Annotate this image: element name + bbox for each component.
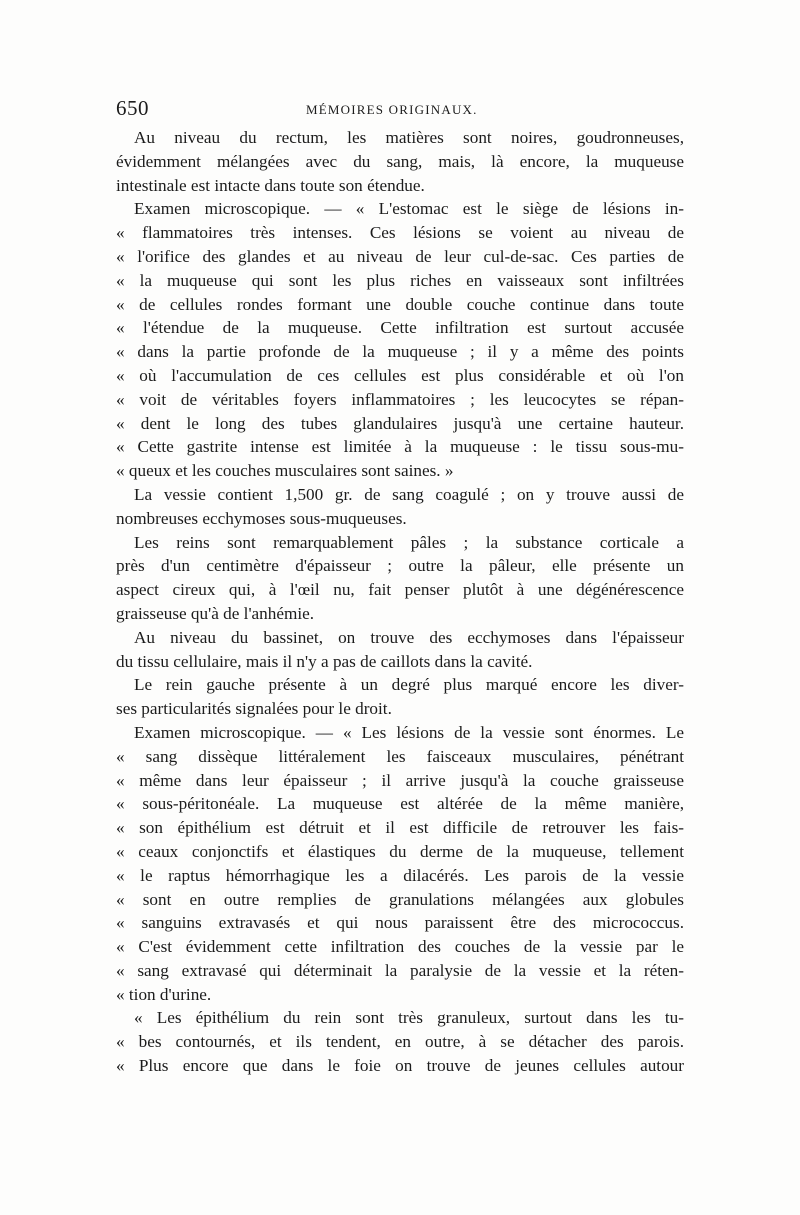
text-line: « l'étendue de la muqueuse. Cette infiltration est surtout accusée [116, 318, 684, 338]
running-head: MÉMOIRES ORIGINAUX. [306, 102, 478, 117]
text-line: « flammatoires très intenses. Ces lésions se voient au niveau de [116, 223, 684, 243]
text-line: Au niveau du bassinet, on trouve des ecchymoses dans l'épaisseur [134, 627, 684, 647]
text-line: « Cette gastrite intense est limitée à la muqueuse : le tissu sous-mu- [116, 437, 684, 457]
text-line: « de cellules rondes formant une double couche continue dans toute [116, 294, 684, 314]
text-line: aspect cireux qui, à l'œil nu, fait penser plutôt à une dégénérescence [116, 580, 684, 600]
text-line: graisseuse qu'à de l'anhémie. [116, 603, 315, 623]
text-line: évidemment mélangées avec du sang, mais, là encore, la muqueuse [116, 151, 684, 171]
text-line: du tissu cellulaire, mais il n'y a pas de caillots dans la cavité. [116, 651, 533, 671]
text-line: « queux et les couches musculaires sont saines. » [116, 461, 454, 481]
text-line: « sang extravasé qui déterminait la paralysie de la vessie et la réten- [116, 960, 684, 980]
text-line: nombreuses ecchymoses sous-muqueuses. [116, 508, 407, 528]
page-number: 650 [116, 96, 149, 120]
text-line: « sont en outre remplies de granulations mélangées aux globules [116, 889, 684, 909]
text-line: « son épithélium est détruit et il est difficile de retrouver les fais- [116, 818, 684, 838]
text-line: Les reins sont remarquablement pâles ; la substance corticale a [134, 532, 684, 552]
text-line: intestinale est intacte dans toute son étendue. [116, 175, 425, 195]
text-line: « le raptus hémorrhagique les a dilacérés. Les parois de la vessie [116, 865, 684, 885]
text-line: près d'un centimètre d'épaisseur ; outre la pâleur, elle présente un [116, 556, 684, 576]
text-line: « Les épithélium du rein sont très granuleux, surtout dans les tu- [134, 1008, 684, 1028]
text-line: La vessie contient 1,500 gr. de sang coagulé ; on y trouve aussi de [134, 484, 684, 504]
body-text [116, 126, 684, 1078]
text-line: « sang dissèque littéralement les faisceaux musculaires, pénétrant [116, 746, 684, 766]
page-header [116, 96, 686, 120]
text-line: Examen microscopique. — « L'estomac est le siège de lésions in- [134, 199, 684, 219]
text-line: « bes contournés, et ils tendent, en outre, à se détacher des parois. [116, 1032, 684, 1052]
text-line: « dans la partie profonde de la muqueuse ; il y a même des points [116, 342, 684, 362]
text-line: Examen microscopique. — « Les lésions de la vessie sont énormes. Le [134, 722, 684, 742]
text-line: « où l'accumulation de ces cellules est plus considérable et où l'on [116, 365, 684, 385]
text-line: « même dans leur épaisseur ; il arrive jusqu'à la couche graisseuse [116, 770, 684, 790]
text-line: « l'orifice des glandes et au niveau de leur cul-de-sac. Ces parties de [116, 246, 684, 266]
text-line: « dent le long des tubes glandulaires jusqu'à une certaine hauteur. [116, 413, 684, 433]
text-line: « C'est évidemment cette infiltration des couches de la vessie par le [116, 937, 684, 957]
text-line: « sanguins extravasés et qui nous paraissent être des micrococcus. [116, 913, 684, 933]
text-line: « voit de véritables foyers inflammatoires ; les leucocytes se répan- [116, 389, 684, 409]
text-line: « tion d'urine. [116, 984, 212, 1004]
text-line: Au niveau du rectum, les matières sont noires, goudronneuses, [134, 128, 684, 147]
text-line: « Plus encore que dans le foie on trouve de jeunes cellules autour [116, 1056, 684, 1076]
text-line: « sous-péritonéale. La muqueuse est altérée de la même manière, [116, 794, 684, 814]
text-line: « la muqueuse qui sont les plus riches en vaisseaux sont infiltrées [116, 270, 684, 290]
text-line: ses particularités signalées pour le droit. [116, 699, 392, 719]
text-line: Le rein gauche présente à un degré plus marqué encore les diver- [134, 675, 684, 695]
text-line: « ceaux conjonctifs et élastiques du derme de la muqueuse, tellement [116, 841, 684, 861]
